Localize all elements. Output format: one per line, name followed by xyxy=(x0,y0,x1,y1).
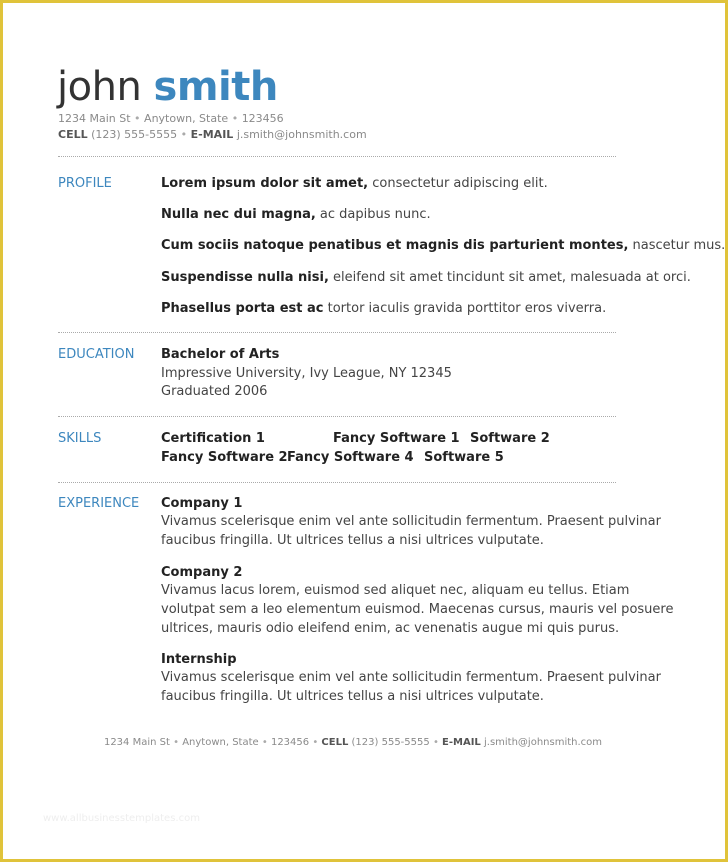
job-title: Internship xyxy=(161,652,237,667)
city-state: Anytown, State xyxy=(182,737,259,748)
separator: • xyxy=(134,112,141,125)
separator: • xyxy=(180,128,188,141)
separator: • xyxy=(432,737,439,748)
education-graduated: Graduated 2006 xyxy=(161,384,268,399)
section-divider xyxy=(58,156,616,157)
watermark: www.allbusinesstemplates.com xyxy=(43,813,200,824)
section-divider xyxy=(58,332,616,333)
job-description-line: faucibus fringilla. Ut ultrices tellus a nisi ultrices vulputate. xyxy=(161,689,544,704)
profile-item xyxy=(161,301,606,316)
email-value: j.smith@johnsmith.com xyxy=(236,128,367,141)
section-divider xyxy=(58,416,616,417)
profile-item-bold: Lorem ipsum dolor sit amet, xyxy=(161,176,369,191)
profile-item xyxy=(161,270,691,285)
profile-item-text: nascetur mus. xyxy=(632,238,725,253)
profile-item xyxy=(161,238,725,253)
email-value: j.smith@johnsmith.com xyxy=(483,737,603,748)
email-label: E-MAIL xyxy=(442,737,481,748)
last-name: smith xyxy=(153,64,278,110)
education-degree: Bachelor of Arts xyxy=(161,347,280,362)
street-address: 1234 Main St xyxy=(58,112,131,125)
profile-item xyxy=(161,207,431,222)
contact-line xyxy=(58,128,367,141)
address-line xyxy=(58,112,284,125)
street-address: 1234 Main St xyxy=(103,737,170,748)
job-description-line: faucibus fringilla. Ut ultrices tellus a nisi ultrices vulputate. xyxy=(161,533,544,548)
resume-page xyxy=(3,3,725,859)
name-heading xyxy=(57,61,278,113)
job-description-line: ultrices, mauris odio eleifend enim, ac venenatis augue mi quis purus. xyxy=(161,621,620,636)
skills-label: SKILLS xyxy=(58,431,102,446)
first-name: john xyxy=(57,64,142,110)
job-title: Company 2 xyxy=(161,565,243,580)
job-title: Company 1 xyxy=(161,496,243,511)
profile-item-bold: Cum sociis natoque penatibus et magnis dis parturient montes, xyxy=(161,238,629,253)
cell-label: CELL xyxy=(321,737,349,748)
skill-item: Fancy Software 1 xyxy=(333,431,460,446)
skill-item: Software 2 xyxy=(470,431,550,446)
separator: • xyxy=(312,737,319,748)
zip-code: 123456 xyxy=(270,737,310,748)
cell-value: (123) 555-5555 xyxy=(91,128,178,141)
separator: • xyxy=(261,737,268,748)
profile-label: PROFILE xyxy=(58,176,112,191)
profile-item-bold: Phasellus porta est ac xyxy=(161,301,324,316)
profile-item-bold: Suspendisse nulla nisi, xyxy=(161,270,329,285)
experience-label: EXPERIENCE xyxy=(58,496,140,511)
education-label: EDUCATION xyxy=(58,347,135,362)
skill-item: Software 5 xyxy=(424,450,504,465)
job-description-line: volutpat sem a leo elementum euismod. Maecenas cursus, mauris vel posuere xyxy=(161,602,674,617)
profile-item-text: eleifend sit amet tincidunt sit amet, malesuada at orci. xyxy=(333,270,691,285)
cell-value: (123) 555-5555 xyxy=(351,737,430,748)
cell-label: CELL xyxy=(58,128,88,141)
city-state: Anytown, State xyxy=(144,112,229,125)
profile-item-bold: Nulla nec dui magna, xyxy=(161,207,316,222)
email-label: E-MAIL xyxy=(190,128,234,141)
profile-item-text: tortor iaculis gravida porttitor eros viverra. xyxy=(327,301,607,316)
zip-code: 123456 xyxy=(241,112,284,125)
skill-item: Certification 1 xyxy=(161,431,265,446)
separator: • xyxy=(173,737,179,748)
job-description-line: Vivamus scelerisque enim vel ante sollicitudin fermentum. Praesent pulvinar xyxy=(161,670,661,685)
skill-item: Fancy Software 4 xyxy=(287,450,414,465)
job-description-line: Vivamus lacus lorem, euismod sed aliquet nec, aliquam eu tellus. Etiam xyxy=(161,583,630,598)
skill-item: Fancy Software 2 xyxy=(161,450,288,465)
separator: • xyxy=(231,112,239,125)
section-divider xyxy=(58,482,616,483)
profile-item-text: consectetur adipiscing elit. xyxy=(372,176,548,191)
education-school: Impressive University, Ivy League, NY 12345 xyxy=(161,366,452,381)
footer-contact xyxy=(3,737,703,748)
profile-item xyxy=(161,176,548,191)
profile-item-text: ac dapibus nunc. xyxy=(319,207,431,222)
job-description-line: Vivamus scelerisque enim vel ante sollicitudin fermentum. Praesent pulvinar xyxy=(161,514,661,529)
